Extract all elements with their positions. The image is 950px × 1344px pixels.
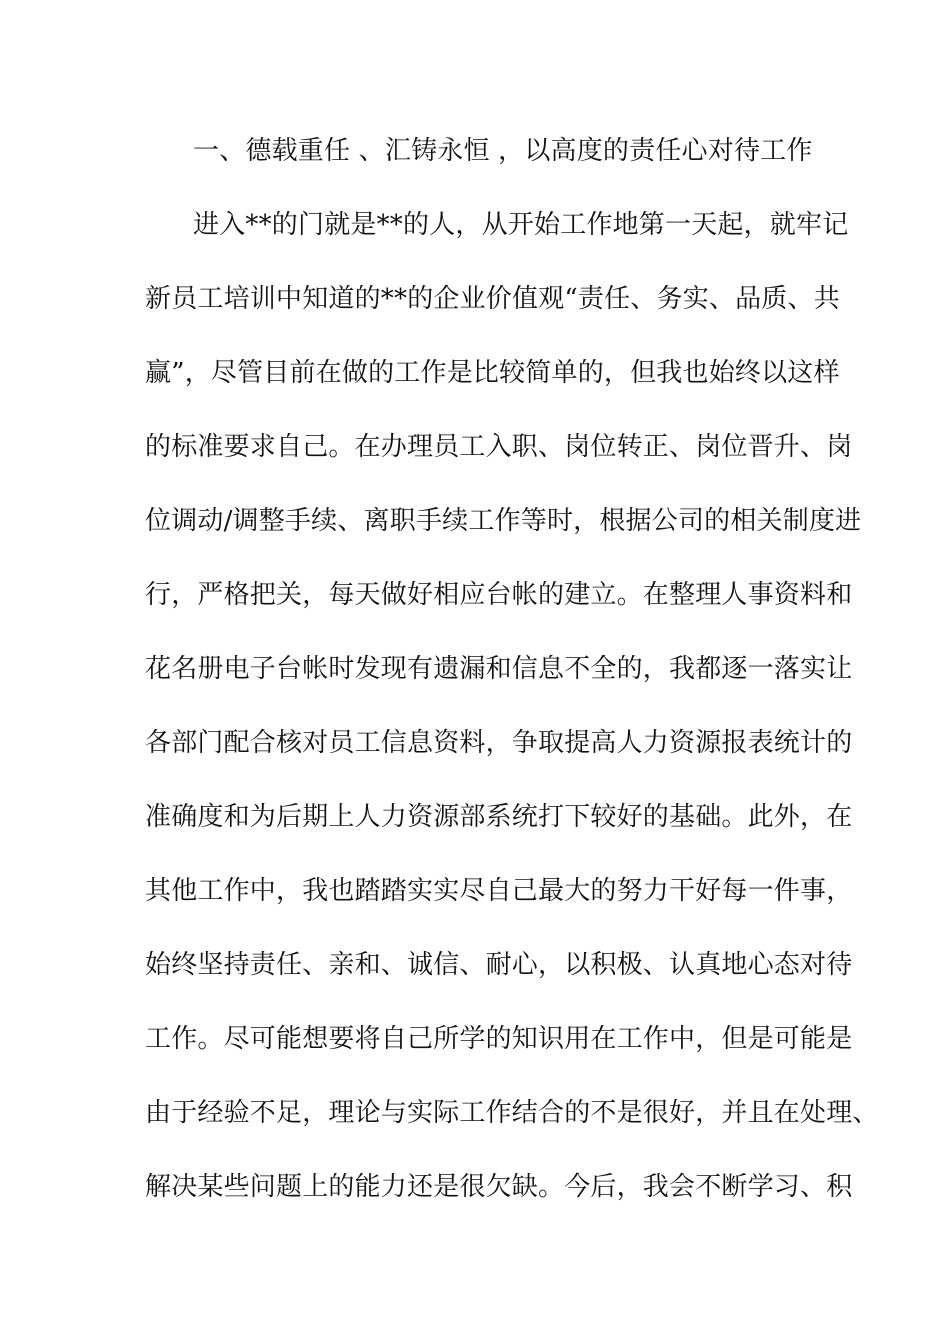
paragraph-line: 赢”，尽管目前在做的工作是比较简单的，但我也始终以这样 (145, 358, 840, 388)
paragraph-line: 由于经验不足，理论与实际工作结合的不是很好，并且在处理、 (145, 1098, 879, 1128)
paragraph-line: 新员工培训中知道的**的企业价值观“责任、务实、品质、共 (145, 284, 840, 314)
paragraph-line: 花名册电子台帐时发现有遗漏和信息不全的，我都逐一落实让 (145, 654, 853, 684)
paragraph-line: 其他工作中，我也踏踏实实尽自己最大的努力干好每一件事， (145, 876, 853, 906)
paragraph-line: 各部门配合核对员工信息资料，争取提高人力资源报表统计的 (145, 728, 853, 758)
paragraph-line: 始终坚持责任、亲和、诚信、耐心，以积极、认真地心态对待 (145, 950, 853, 980)
paragraph-line: 准确度和为后期上人力资源部系统打下较好的基础。此外，在 (145, 802, 853, 832)
paragraph-line: 工作。尽可能想要将自己所学的知识用在工作中，但是可能是 (145, 1024, 853, 1054)
paragraph-line: 解决某些问题上的能力还是很欠缺。今后，我会不断学习、积 (145, 1172, 853, 1202)
section-heading: 一、德载重任 、汇铸永恒 ，以高度的责任心对待工作 (193, 136, 813, 166)
paragraph-line: 位调动/调整手续、离职手续工作等时，根据公司的相关制度进 (145, 506, 862, 536)
paragraph-line: 的标准要求自己。在办理员工入职、岗位转正、岗位晋升、岗 (145, 432, 853, 462)
paragraph-line: 行，严格把关，每天做好相应台帐的建立。在整理人事资料和 (145, 580, 853, 610)
paragraph-line: 进入**的门就是**的人，从开始工作地第一天起，就牢记 (193, 210, 849, 240)
